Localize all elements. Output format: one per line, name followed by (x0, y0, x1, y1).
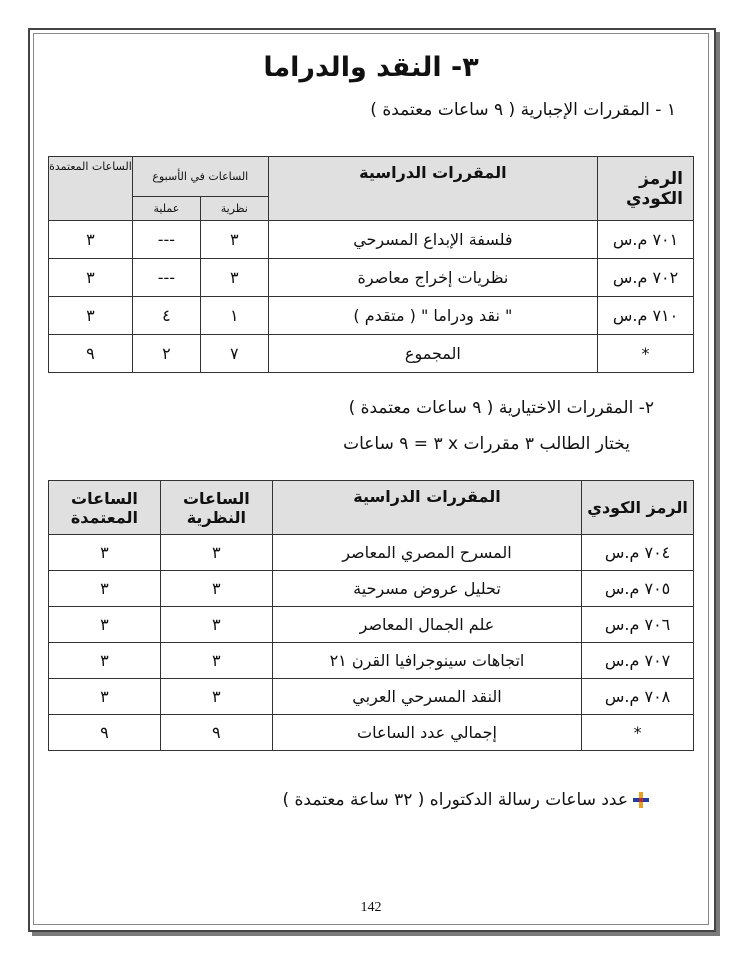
theory-hours: ٣ (160, 535, 272, 571)
header-theory: الساعات النظرية (160, 481, 272, 535)
header-code: الرمز الكودي (598, 157, 694, 221)
total-row (49, 335, 694, 373)
course-code: ٧٠٨ م.س (582, 679, 694, 715)
course-name: اتجاهات سينوجرافيا القرن ٢١ (272, 643, 581, 679)
elective-courses-table (48, 480, 694, 751)
course-code: ٧١٠ م.س (598, 297, 694, 335)
table-row (49, 643, 694, 679)
page-title: ٣- النقد والدراما (263, 52, 479, 83)
table-row (49, 535, 694, 571)
bullet-icon (632, 791, 650, 809)
course-name: نظريات إخراج معاصرة (268, 259, 597, 297)
course-name: المجموع (268, 335, 597, 373)
thesis-line (282, 790, 650, 810)
page-number: 142 (360, 900, 382, 915)
header-course: المقررات الدراسية (268, 157, 597, 221)
course-name: المسرح المصري المعاصر (272, 535, 581, 571)
course-code: ٧٠٦ م.س (582, 607, 694, 643)
course-code: ٧٠٢ م.س (598, 259, 694, 297)
course-name: النقد المسرحي العربي (272, 679, 581, 715)
section2-heading: ٢- المقررات الاختيارية ( ٩ ساعات معتمدة ) (348, 398, 654, 418)
credit-hours: ٩ (49, 715, 161, 751)
theory-hours: ٣ (200, 221, 268, 259)
practical-hours: ٤ (132, 297, 200, 335)
thesis-hours-text: عدد ساعات رسالة الدكتوراه ( ٣٢ ساعة معتمدة ) (282, 790, 628, 810)
practical-hours: --- (132, 259, 200, 297)
theory-hours: ١ (200, 297, 268, 335)
theory-hours: ٩ (160, 715, 272, 751)
course-name: " نقد ودراما " ( متقدم ) (268, 297, 597, 335)
course-name: تحليل عروض مسرحية (272, 571, 581, 607)
credit-hours: ٣ (49, 535, 161, 571)
table-row (49, 259, 694, 297)
table-row (49, 571, 694, 607)
practical-hours: --- (132, 221, 200, 259)
table-row (49, 679, 694, 715)
section1-heading: ١ - المقررات الإجبارية ( ٩ ساعات معتمدة ) (370, 100, 676, 120)
course-code: * (598, 335, 694, 373)
course-code: ٧٠١ م.س (598, 221, 694, 259)
course-name: علم الجمال المعاصر (272, 607, 581, 643)
theory-hours: ٣ (160, 679, 272, 715)
header-practical: عملية (132, 197, 200, 221)
theory-hours: ٧ (200, 335, 268, 373)
theory-hours: ٣ (160, 643, 272, 679)
table-row (49, 607, 694, 643)
compulsory-courses-table (48, 156, 694, 373)
table-row (49, 221, 694, 259)
theory-hours: ٣ (200, 259, 268, 297)
credit-hours: ٣ (49, 221, 133, 259)
header-course: المقررات الدراسية (272, 481, 581, 535)
header-weekly-hours: الساعات في الأسبوع (132, 157, 268, 197)
credit-hours: ٣ (49, 643, 161, 679)
credit-hours: ٣ (49, 607, 161, 643)
course-name: فلسفة الإبداع المسرحي (268, 221, 597, 259)
course-code: ٧٠٤ م.س (582, 535, 694, 571)
credit-hours: ٣ (49, 259, 133, 297)
course-code: * (582, 715, 694, 751)
header-code: الرمز الكودي (582, 481, 694, 535)
credit-hours: ٣ (49, 571, 161, 607)
course-name: إجمالي عدد الساعات (272, 715, 581, 751)
header-credit-hours: الساعات المعتمدة (49, 481, 161, 535)
table-row (49, 297, 694, 335)
credit-hours: ٣ (49, 297, 133, 335)
credit-hours: ٣ (49, 679, 161, 715)
theory-hours: ٣ (160, 571, 272, 607)
theory-hours: ٣ (160, 607, 272, 643)
course-code: ٧٠٥ م.س (582, 571, 694, 607)
course-code: ٧٠٧ م.س (582, 643, 694, 679)
total-row (49, 715, 694, 751)
header-credit-hours: الساعات المعتمدة (49, 157, 133, 221)
credit-hours: ٩ (49, 335, 133, 373)
practical-hours: ٢ (132, 335, 200, 373)
header-theory: نظرية (200, 197, 268, 221)
section2-note: يختار الطالب ٣ مقررات x ٣ = ٩ ساعات (343, 434, 630, 454)
